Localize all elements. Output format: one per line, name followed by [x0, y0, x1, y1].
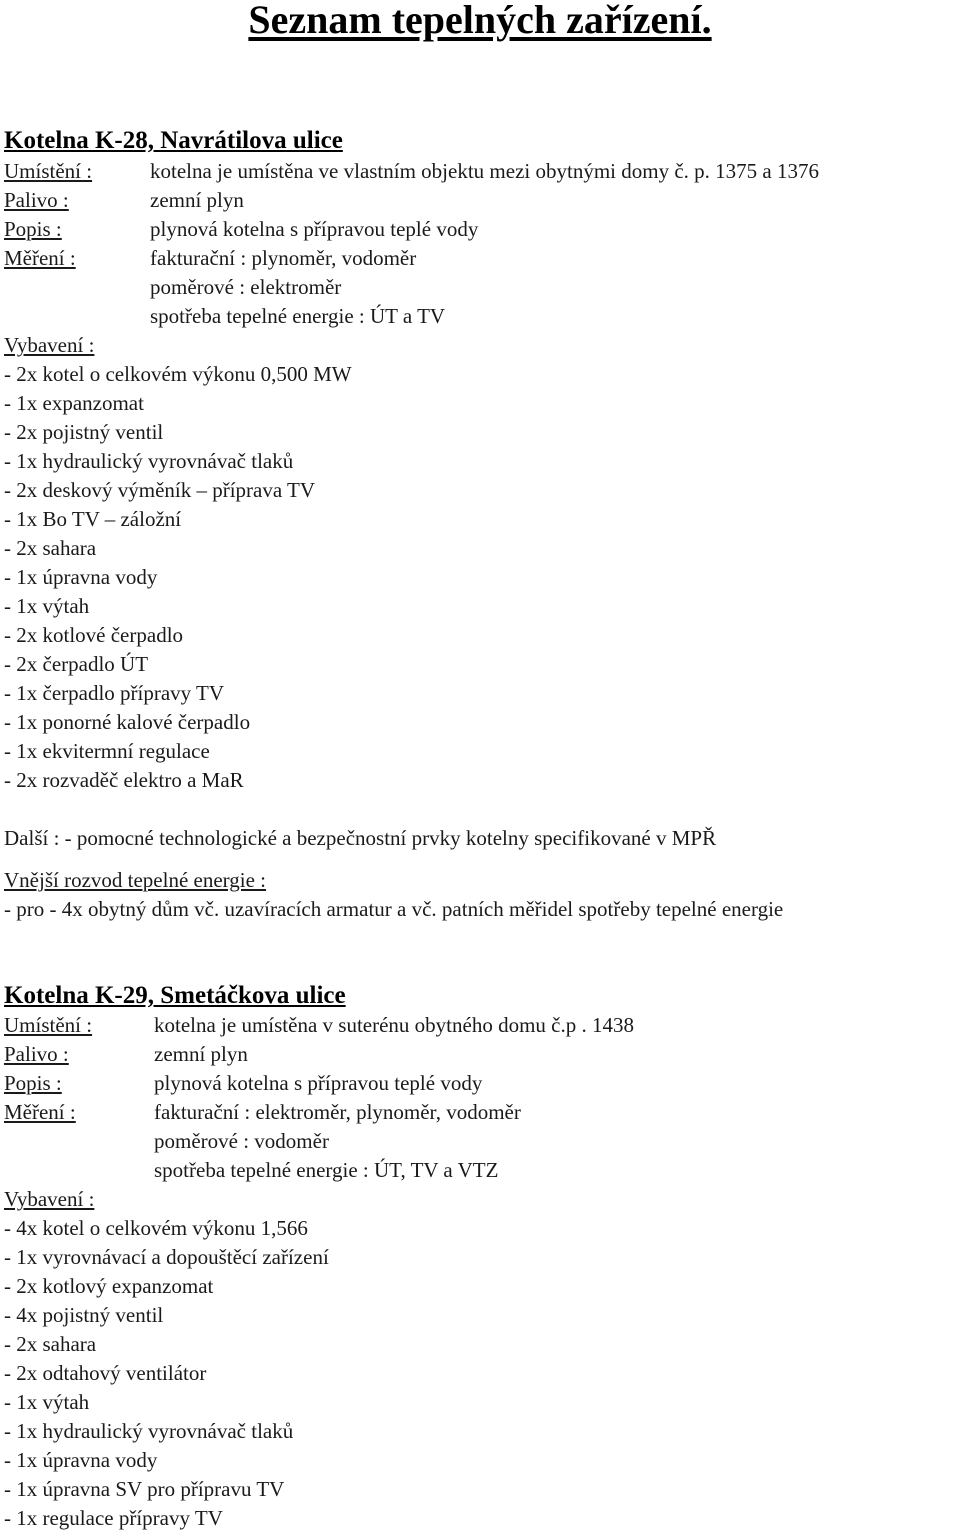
field-value-metering-ratio: poměrové : vodoměr [154, 1129, 329, 1153]
equipment-item-text: - 1x ekvitermní regulace [4, 739, 210, 763]
field-value-description: plynová kotelna s přípravou teplé vody [154, 1071, 483, 1095]
equipment-item [0, 1243, 960, 1272]
field-row-metering [0, 244, 960, 273]
equipment-item [0, 1272, 960, 1301]
equipment-item-text: - 1x expanzomat [4, 391, 144, 415]
equipment-item [0, 1504, 960, 1533]
equipment-item-text: - 4x kotel o celkovém výkonu 1,566 [4, 1216, 308, 1240]
field-row-location [0, 157, 960, 186]
equipment-item-text: - 1x úpravna SV pro přípravu TV [4, 1477, 285, 1501]
field-value-metering-consumption: spotřeba tepelné energie : ÚT a TV [150, 304, 446, 328]
equipment-item-text: - 1x vyrovnávací a dopouštěcí zařízení [4, 1245, 329, 1269]
equipment-item [0, 1475, 960, 1504]
field-label-fuel: Palivo : [4, 1042, 69, 1066]
field-value-fuel: zemní plyn [154, 1042, 248, 1066]
field-label-location: Umístění : [4, 1013, 93, 1037]
equipment-item [0, 447, 960, 476]
equipment-label: Vybavení : [4, 1187, 95, 1211]
equipment-item [0, 418, 960, 447]
equipment-item [0, 1417, 960, 1446]
equipment-item [0, 766, 960, 795]
equipment-item [0, 476, 960, 505]
field-row-metering [0, 1098, 960, 1127]
equipment-item [0, 1330, 960, 1359]
equipment-item-text: - 2x kotlové čerpadlo [4, 623, 184, 647]
page-title: Seznam tepelných zařízení. [248, 0, 712, 42]
equipment-item-text: - 1x výtah [4, 1390, 90, 1414]
equipment-item-text: - 1x regulace přípravy TV [4, 1506, 223, 1530]
equipment-item [0, 563, 960, 592]
distribution-label: Vnější rozvod tepelné energie : [4, 868, 267, 892]
equipment-item [0, 1359, 960, 1388]
equipment-item-text: - 1x úpravna vody [4, 1448, 158, 1472]
equipment-item-text: - 2x sahara [4, 1332, 97, 1356]
equipment-item-text: - 2x kotel o celkovém výkonu 0,500 MW [4, 362, 352, 386]
equipment-item-text: - 2x čerpadlo ÚT [4, 652, 149, 676]
equipment-item-text: - 1x ponorné kalové čerpadlo [4, 710, 251, 734]
equipment-item-text: - 4x pojistný ventil [4, 1303, 164, 1327]
equipment-item [0, 1388, 960, 1417]
other-note: Další : - pomocné technologické a bezpečnostní prvky kotelny specifikované v MPŘ [4, 826, 717, 850]
distribution-label-row [0, 866, 960, 895]
field-row-metering-ratio [0, 1127, 960, 1156]
other-note-row [0, 824, 960, 853]
field-value-location: kotelna je umístěna ve vlastním objektu mezi obytnými domy č. p. 1375 a 1376 [150, 159, 819, 183]
field-label-location: Umístění : [4, 159, 93, 183]
distribution-text: - pro - 4x obytný dům vč. uzavíracích armatur a vč. patních měřidel spotřeby tepelné energie [4, 897, 784, 921]
field-label-metering: Měření : [4, 246, 76, 270]
equipment-item-text: - 2x rozvaděč elektro a MaR [4, 768, 244, 792]
equipment-item [0, 1446, 960, 1475]
equipment-item-text: - 2x sahara [4, 536, 97, 560]
equipment-item [0, 708, 960, 737]
equipment-item-text: - 1x čerpadlo přípravy TV [4, 681, 225, 705]
equipment-item-text: - 1x výtah [4, 594, 90, 618]
equipment-item-text: - 2x pojistný ventil [4, 420, 164, 444]
equipment-label: Vybavení : [4, 333, 95, 357]
field-label-fuel: Palivo : [4, 188, 69, 212]
equipment-item [0, 360, 960, 389]
field-row-metering-consumption [0, 302, 960, 331]
field-value-fuel: zemní plyn [150, 188, 244, 212]
equipment-item-text: - 1x hydraulický vyrovnávač tlaků [4, 1419, 294, 1443]
field-label-description: Popis : [4, 1071, 62, 1095]
field-row-location [0, 1011, 960, 1040]
field-row-description [0, 215, 960, 244]
field-value-metering: fakturační : plynoměr, vodoměr [150, 246, 417, 270]
field-row-description [0, 1069, 960, 1098]
equipment-label-row [0, 331, 960, 360]
equipment-item [0, 1301, 960, 1330]
field-value-metering-ratio: poměrové : elektroměr [150, 275, 342, 299]
equipment-item-text: - 2x deskový výměník – příprava TV [4, 478, 316, 502]
field-value-metering-consumption: spotřeba tepelné energie : ÚT, TV a VTZ [154, 1158, 499, 1182]
section-heading-k28: Kotelna K-28, Navrátilova ulice [4, 127, 343, 154]
equipment-item [0, 592, 960, 621]
section-heading-k29: Kotelna K-29, Smetáčkova ulice [4, 982, 346, 1009]
equipment-item [0, 389, 960, 418]
equipment-item [0, 1214, 960, 1243]
field-value-description: plynová kotelna s přípravou teplé vody [150, 217, 479, 241]
field-row-fuel [0, 186, 960, 215]
field-row-fuel [0, 1040, 960, 1069]
equipment-item [0, 505, 960, 534]
equipment-item-text: - 1x Bo TV – záložní [4, 507, 182, 531]
field-row-metering-ratio [0, 273, 960, 302]
field-value-metering: fakturační : elektroměr, plynoměr, vodoměr [154, 1100, 521, 1124]
equipment-item-text: - 1x úpravna vody [4, 565, 158, 589]
field-label-metering: Měření : [4, 1100, 76, 1124]
field-row-metering-consumption [0, 1156, 960, 1185]
equipment-item [0, 737, 960, 766]
equipment-item [0, 621, 960, 650]
equipment-item [0, 679, 960, 708]
equipment-item-text: - 1x hydraulický vyrovnávač tlaků [4, 449, 294, 473]
field-value-location: kotelna je umístěna v suterénu obytného domu č.p . 1438 [154, 1013, 634, 1037]
field-label-description: Popis : [4, 217, 62, 241]
equipment-item-text: - 2x kotlový expanzomat [4, 1274, 214, 1298]
equipment-item [0, 534, 960, 563]
equipment-item [0, 650, 960, 679]
distribution-row [0, 895, 960, 924]
equipment-item-text: - 2x odtahový ventilátor [4, 1361, 207, 1385]
equipment-label-row [0, 1185, 960, 1214]
